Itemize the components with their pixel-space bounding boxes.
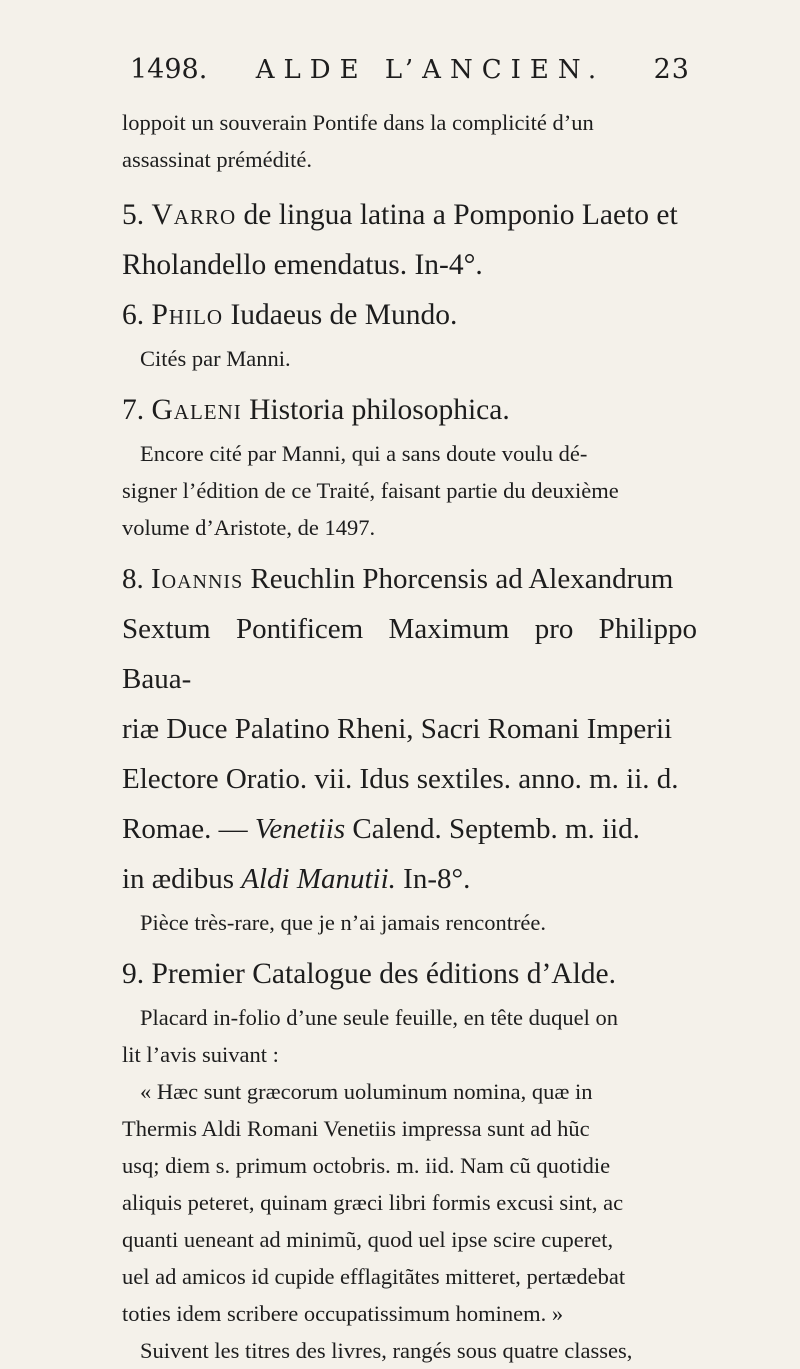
entry-title: Iudaeus de Mundo.: [230, 299, 458, 331]
entry-8-line-6-a: in ædibus: [122, 863, 242, 895]
entry-number: 5.: [122, 199, 145, 231]
entry-8-note: Pièce très-rare, que je n’ai jamais rencontrée.: [140, 910, 547, 935]
entry-author: Galeni: [151, 394, 242, 426]
entry-author: Philo: [151, 299, 224, 331]
entry-8-line-5-a: Romae. —: [122, 813, 255, 845]
entry-7-note-line-2: signer l’édition de ce Traité, faisant partie du deuxième: [122, 478, 619, 503]
entry-9-line-1: Placard in-folio d’une seule feuille, en tête duquel on: [140, 1005, 618, 1030]
entry-6-heading: [122, 290, 697, 340]
entry-title: de lingua latina a Pomponio Laeto et: [243, 199, 678, 231]
entry-9-quote-line-2: Thermis Aldi Romani Venetiis impressa sunt ad hũc: [122, 1116, 590, 1141]
entry-9-last-line: Suivent les titres des livres, rangés sous quatre classes,: [140, 1338, 633, 1363]
entry-8-line-1: [122, 554, 697, 604]
entry-7-note-line-1: Encore cité par Manni, qui a sans doute voulu dé-: [140, 441, 588, 466]
entry-9-quote-line-1: « Hæc sunt græcorum uoluminum nomina, quæ in: [140, 1079, 593, 1104]
entry-title: Historia philosophica.: [249, 394, 510, 426]
page-number: 23: [653, 54, 690, 85]
running-head-title: ALDE L’ANCIEN.: [255, 55, 606, 85]
entry-9-quote-line-6: uel ad amicos id cupide efflagitãtes mitteret, pertædebat: [122, 1264, 626, 1289]
entry-7: [122, 385, 697, 546]
entry-7-note-line-3: volume d’Aristote, de 1497.: [122, 515, 376, 540]
entry-author: Varro: [151, 199, 237, 231]
entry-8-line-6-italic: Aldi Manutii.: [241, 863, 396, 895]
entry-8-line-5: [122, 804, 697, 854]
entry-6: [122, 290, 697, 377]
running-head: [130, 54, 690, 94]
opening-line-2: assassinat prémédité.: [122, 147, 312, 172]
entry-8-line-3: riæ Duce Palatino Rheni, Sacri Romani Imperii: [122, 713, 673, 745]
running-head-year: 1498.: [130, 54, 208, 85]
entry-9-quote-line-5: quanti ueneant ad minimũ, quod uel ipse scire cuperet,: [122, 1227, 614, 1252]
page-body: [122, 104, 697, 1369]
entry-9: [122, 949, 697, 1369]
entry-9-quote-line-4: aliquis peteret, quinam græci libri formis excusi sint, ac: [122, 1190, 624, 1215]
entry-6-note: Cités par Manni.: [140, 346, 291, 371]
entry-7-heading: [122, 385, 697, 435]
entry-9-quote-line-3: usq; diem s. primum octobris. m. iid. Nam cũ quotidie: [122, 1153, 611, 1178]
entry-8-line-2: Sextum Pontificem Maximum pro Philippo Baua-: [122, 613, 697, 695]
entry-author: Ioannis: [151, 563, 244, 595]
entry-8-line-6-b: In-8°.: [395, 863, 471, 895]
entry-9-heading: [122, 949, 697, 999]
entry-5-heading: [122, 190, 697, 240]
entry-5: [122, 190, 697, 290]
entry-5-heading-line-2: Rholandello emendatus. In-4°.: [122, 249, 483, 281]
entry-8-line-5-b: Calend. Septemb. m. iid.: [345, 813, 640, 845]
entry-9-line-2: lit l’avis suivant :: [122, 1042, 279, 1067]
entry-9-quote-line-7: toties idem scribere occupatissimum hominem. »: [122, 1301, 564, 1326]
entry-number: 9.: [122, 958, 145, 990]
entry-8-line-4: Electore Oratio. vii. Idus sextiles. anno. m. ii. d.: [122, 763, 679, 795]
entry-8-line-6: [122, 854, 697, 904]
entry-8-line-5-italic: Venetiis: [254, 813, 346, 845]
entry-title: Premier Catalogue des éditions d’Alde.: [151, 958, 617, 990]
opening-line-1: loppoit un souverain Pontife dans la complicité d’un: [122, 110, 594, 135]
entry-title: Reuchlin Phorcensis ad Alexandrum: [250, 563, 674, 595]
entry-8: [122, 554, 697, 941]
entry-number: 7.: [122, 394, 145, 426]
entry-number: 8.: [122, 563, 144, 595]
entry-number: 6.: [122, 299, 145, 331]
